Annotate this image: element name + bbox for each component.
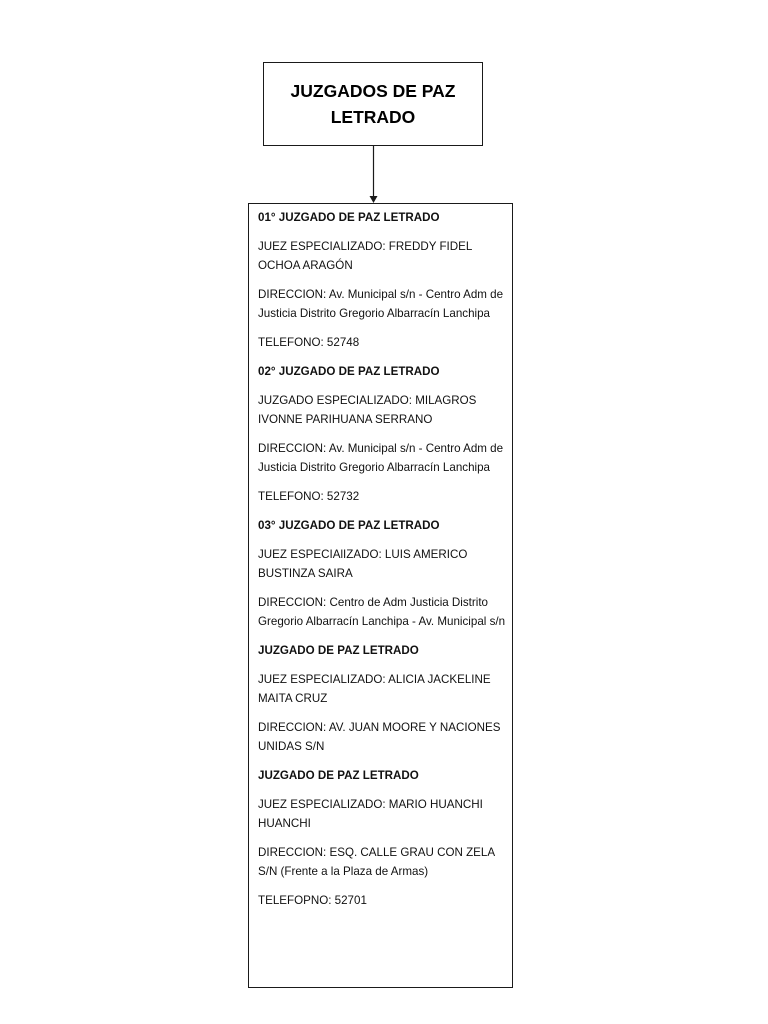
entry-court-01-phone: TELEFONO: 52748 xyxy=(258,336,360,349)
title-line-2: LETRADO xyxy=(330,107,416,127)
entry-court-05-judge: JUEZ ESPECIALIZADO: MARIO HUANCHI HUANCHI xyxy=(258,798,483,830)
entry-court-02-judge: JUZGADO ESPECIALIZADO: MILAGROS IVONNE PARIHUANA SERRANO xyxy=(258,394,477,426)
entry-court-02-phone: TELEFONO: 52732 xyxy=(258,490,360,503)
entry-court-05-phone: TELEFOPNO: 52701 xyxy=(258,894,367,907)
entry-court-05-heading: JUZGADO DE PAZ LETRADO xyxy=(258,769,419,782)
title-line-1: JUZGADOS DE PAZ xyxy=(290,81,456,101)
entry-court-04-address: DIRECCION: AV. JUAN MOORE Y NACIONES UNIDAS S/N xyxy=(258,721,501,753)
entry-court-03-heading: 03° JUZGADO DE PAZ LETRADO xyxy=(258,519,440,532)
entry-court-01-judge: JUEZ ESPECIALIZADO: FREDDY FIDEL OCHOA ARAGÓN xyxy=(258,240,472,272)
entry-court-02-address: DIRECCION: Av. Municipal s/n - Centro Adm de Justicia Distrito Gregorio Albarracín Lanchipa xyxy=(258,442,504,474)
entry-court-02-heading: 02° JUZGADO DE PAZ LETRADO xyxy=(258,365,440,378)
entry-court-03-address: DIRECCION: Centro de Adm Justicia Distrito Gregorio Albarracín Lanchipa - Av. Municipal s/n xyxy=(258,596,506,628)
courts-list-node xyxy=(248,203,513,988)
entry-court-03-judge: JUEZ ESPECIAlIZADO: LUIS AMERICO BUSTINZA SAIRA xyxy=(258,548,468,580)
arrowhead-icon xyxy=(370,196,378,203)
title-node xyxy=(263,62,483,146)
entry-court-05-address: DIRECCION: ESQ. CALLE GRAU CON ZELA S/N (Frente a la Plaza de Armas) xyxy=(258,846,495,878)
entry-court-04-judge: JUEZ ESPECIALIZADO: ALICIA JACKELINE MAITA CRUZ xyxy=(258,673,491,705)
entry-court-01-heading: 01° JUZGADO DE PAZ LETRADO xyxy=(258,211,440,224)
entry-court-01-address: DIRECCION: Av. Municipal s/n - Centro Adm de Justicia Distrito Gregorio Albarracín Lanchipa xyxy=(258,288,504,320)
entry-court-04-heading: JUZGADO DE PAZ LETRADO xyxy=(258,644,419,657)
